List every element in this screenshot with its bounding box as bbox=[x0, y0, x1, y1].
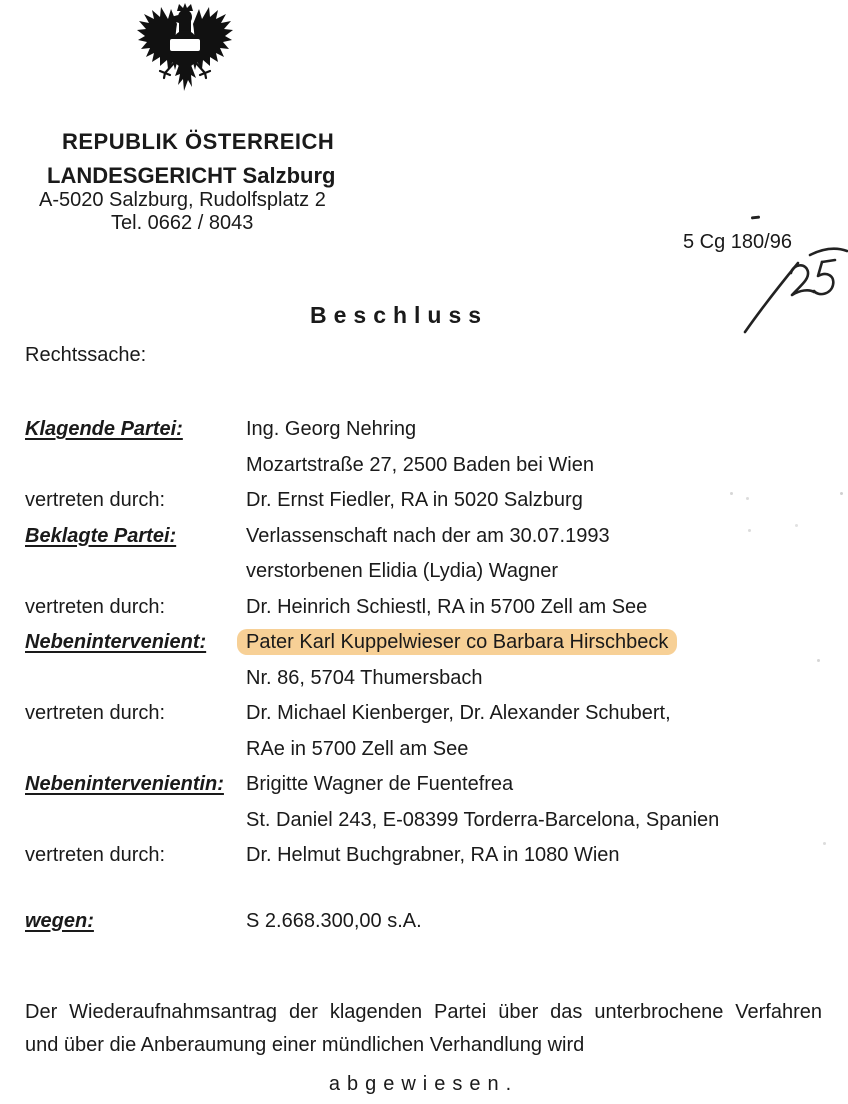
highlight-marker: Pater Karl Kuppelwieser co Barbara Hirschbeck bbox=[237, 629, 677, 655]
scan-speck bbox=[746, 497, 749, 500]
document-title: Beschluss bbox=[310, 302, 489, 328]
scan-speck bbox=[795, 524, 798, 527]
scan-speck bbox=[730, 492, 733, 495]
court-name: LANDESGERICHT Salzburg bbox=[47, 163, 336, 188]
party-row bbox=[25, 838, 825, 874]
party-row bbox=[25, 412, 825, 483]
case-matter-label: Rechtssache: bbox=[25, 344, 147, 366]
party-value: Verlassenschaft nach der am 30.07.1993 bbox=[246, 524, 610, 547]
party-role-label: vertreten durch: bbox=[25, 595, 166, 618]
austrian-eagle-icon bbox=[135, 2, 235, 97]
court-phone: Tel. 0662 / 8043 bbox=[111, 212, 254, 234]
party-value: Ing. Georg Nehring bbox=[246, 418, 417, 440]
party-row bbox=[25, 625, 825, 696]
party-role-label: vertreten durch: bbox=[25, 844, 166, 866]
party-value: Dr. Helmut Buchgrabner, RA in 1080 Wien bbox=[246, 844, 620, 866]
party-value-highlighted bbox=[246, 625, 825, 661]
parties-table bbox=[25, 412, 825, 939]
scan-speck bbox=[823, 842, 826, 845]
verdict-text: abgewiesen. bbox=[328, 1073, 519, 1095]
party-row bbox=[25, 904, 825, 940]
party-role-label: Nebenintervenient: bbox=[25, 631, 207, 653]
scan-speck bbox=[840, 492, 843, 495]
party-role-label: vertreten durch: bbox=[25, 489, 166, 511]
party-row bbox=[25, 519, 825, 590]
party-value: Dr. Heinrich Schiestl, RA in 5700 Zell am See bbox=[246, 595, 648, 618]
party-value: Brigitte Wagner de Fuentefrea bbox=[246, 773, 514, 795]
party-role-label: Nebenintervenientin: bbox=[25, 773, 224, 795]
handwritten-page-number bbox=[736, 242, 848, 336]
party-value: Nr. 86, 5704 Thumersbach bbox=[246, 666, 483, 689]
party-role-label: Klagende Partei: bbox=[25, 418, 183, 440]
claim-amount: S 2.668.300,00 s.A. bbox=[246, 909, 422, 932]
party-value: verstorbenen Elidia (Lydia) Wagner bbox=[246, 560, 559, 582]
party-value: Mozartstraße 27, 2500 Baden bei Wien bbox=[246, 453, 594, 476]
party-role-label: Beklagte Partei: bbox=[25, 524, 177, 547]
party-value: St. Daniel 243, E-08399 Torderra-Barcelona, Spanien bbox=[246, 808, 720, 831]
party-row bbox=[25, 590, 825, 626]
party-value: RAe in 5700 Zell am See bbox=[246, 737, 469, 760]
party-row bbox=[25, 483, 825, 519]
scan-speck bbox=[748, 529, 751, 532]
republic-heading: REPUBLIK ÖSTERREICH bbox=[62, 129, 335, 154]
decision-line: Der Wiederaufnahmsantrag der klagenden Partei über das unterbrochene Verfahren bbox=[25, 1001, 822, 1023]
court-address: A-5020 Salzburg, Rudolfsplatz 2 bbox=[39, 189, 326, 211]
stray-dash-mark bbox=[751, 216, 760, 220]
scan-speck bbox=[817, 659, 820, 662]
party-row bbox=[25, 696, 825, 767]
case-number: 5 Cg 180/96 bbox=[683, 231, 792, 253]
party-value: Dr. Ernst Fiedler, RA in 5020 Salzburg bbox=[246, 489, 583, 511]
party-role-label: wegen: bbox=[25, 909, 94, 932]
party-role-label: vertreten durch: bbox=[25, 702, 166, 724]
decision-line: und über die Anberaumung einer mündlichen Verhandlung wird bbox=[25, 1034, 585, 1056]
party-value: Dr. Michael Kienberger, Dr. Alexander Schubert, bbox=[246, 702, 671, 724]
party-row bbox=[25, 767, 825, 838]
decision-paragraph bbox=[25, 996, 822, 1101]
